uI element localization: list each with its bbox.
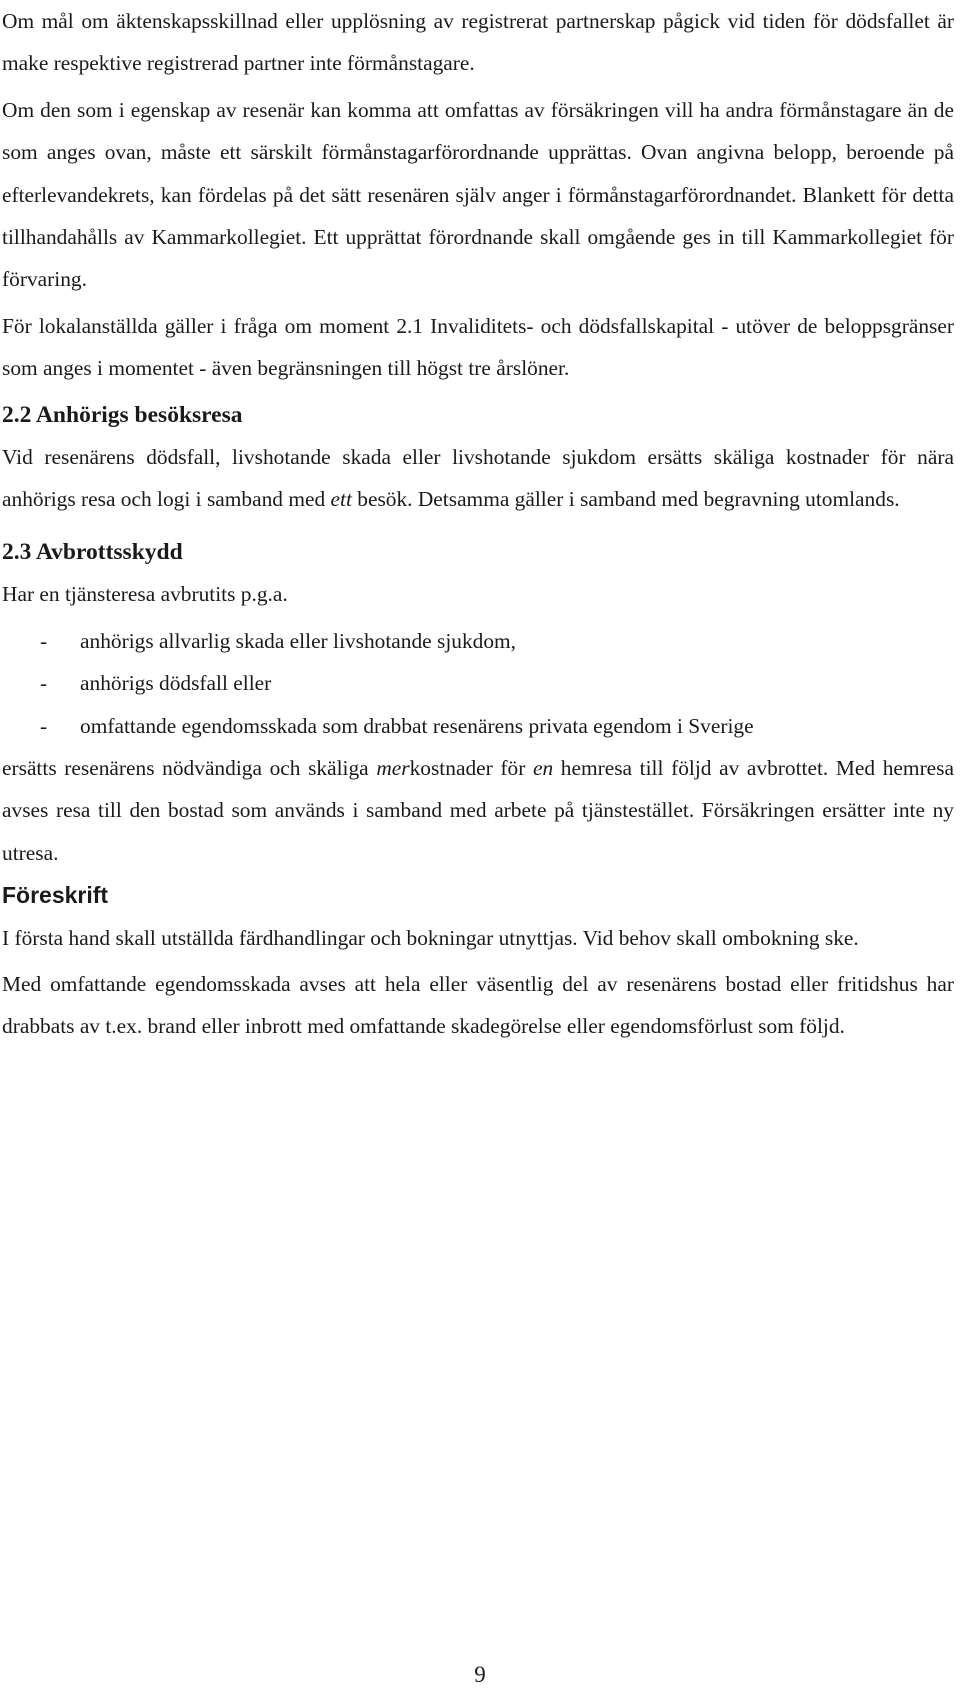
text-segment: Vid resenärens dödsfall, livshotande skada eller livshotande sjukdom ersätts skäliga kostnader för nära anhörigs resa och logi i samband med [2, 445, 954, 512]
paragraph-divorce-beneficiary: Om mål om äktenskapsskillnad eller upplösning av registrerat partnerskap pågick vid tiden för dödsfallet är make respektive registrerad partner inte förmånstagare. [2, 9, 954, 76]
interruption-reasons-list [2, 620, 954, 747]
list-item [2, 662, 954, 704]
paragraph-special-beneficiary: Om den som i egenskap av resenär kan komma att omfattas av försäkringen vill ha andra förmånstagare än de som anges ovan, måste ett särskilt förmånstagarförordnande upprättas. Ovan angivna belopp, beroende på efterlevandekrets, kan fördelas på det sätt resenären själv anger i förmånstagarförordnandet. Blankett för detta tillhandahålls av Kammarkollegiet. Ett upprättat förordnande skall omgående ges in till Kammarkollegiet för förvaring. [2, 97, 954, 292]
heading-regulation: Föreskrift [2, 882, 109, 909]
page-number: 9 [474, 1662, 486, 1687]
list-item-text: omfattande egendomsskada som drabbat resenärens privata egendom i Sverige [80, 713, 754, 738]
text-segment: hemresa till följd av avbrottet. Med hemresa avses resa till den bostad som används i samband med arbete på tjänstestället. Försäkringen ersätter inte ny utresa. [2, 755, 954, 865]
text-segment: besök. Detsamma gäller i samband med begravning utomlands. [351, 487, 900, 512]
list-item [2, 705, 954, 747]
italic-word: en [532, 755, 554, 780]
text-segment: kostnader för [409, 755, 533, 780]
text-segment: ersätts resenärens nödvändiga och skäliga [2, 755, 377, 780]
paragraph-interruption-outcome [2, 747, 954, 874]
paragraph-local-employees: För lokalanställda gäller i fråga om moment 2.1 Invaliditets- och dödsfallskapital - utöver de beloppsgränser som anges i momentet - även begränsningen till högst tre årslöner. [2, 313, 954, 381]
heading-relatives-visit: 2.2 Anhörigs besöksresa [2, 401, 243, 428]
list-item [2, 620, 954, 662]
paragraph-regulation-rebooking: I första hand skall utställda färdhandlingar och bokningar utnyttjas. Vid behov skall ombokning ske. [2, 925, 859, 950]
list-dash: - [40, 628, 48, 653]
paragraph-relatives-visit [2, 436, 954, 521]
document-page [2, 0, 954, 1048]
list-dash: - [40, 671, 48, 696]
paragraph-interruption-intro: Har en tjänsteresa avbrutits p.g.a. [2, 582, 288, 607]
list-item-text: anhörigs allvarlig skada eller livshotande sjukdom, [80, 628, 517, 653]
list-item-text: anhörigs dödsfall eller [80, 671, 272, 696]
list-dash: - [40, 713, 48, 738]
italic-word: mer [376, 755, 410, 780]
paragraph-regulation-property-damage: Med omfattande egendomsskada avses att hela eller väsentlig del av resenärens bostad eller fritidshus har drabbats av t.ex. brand eller inbrott med omfattande skadegörelse eller egendomsförlust som följd. [2, 971, 954, 1039]
italic-word: ett [330, 487, 352, 512]
heading-interruption-cover: 2.3 Avbrottsskydd [2, 538, 183, 565]
